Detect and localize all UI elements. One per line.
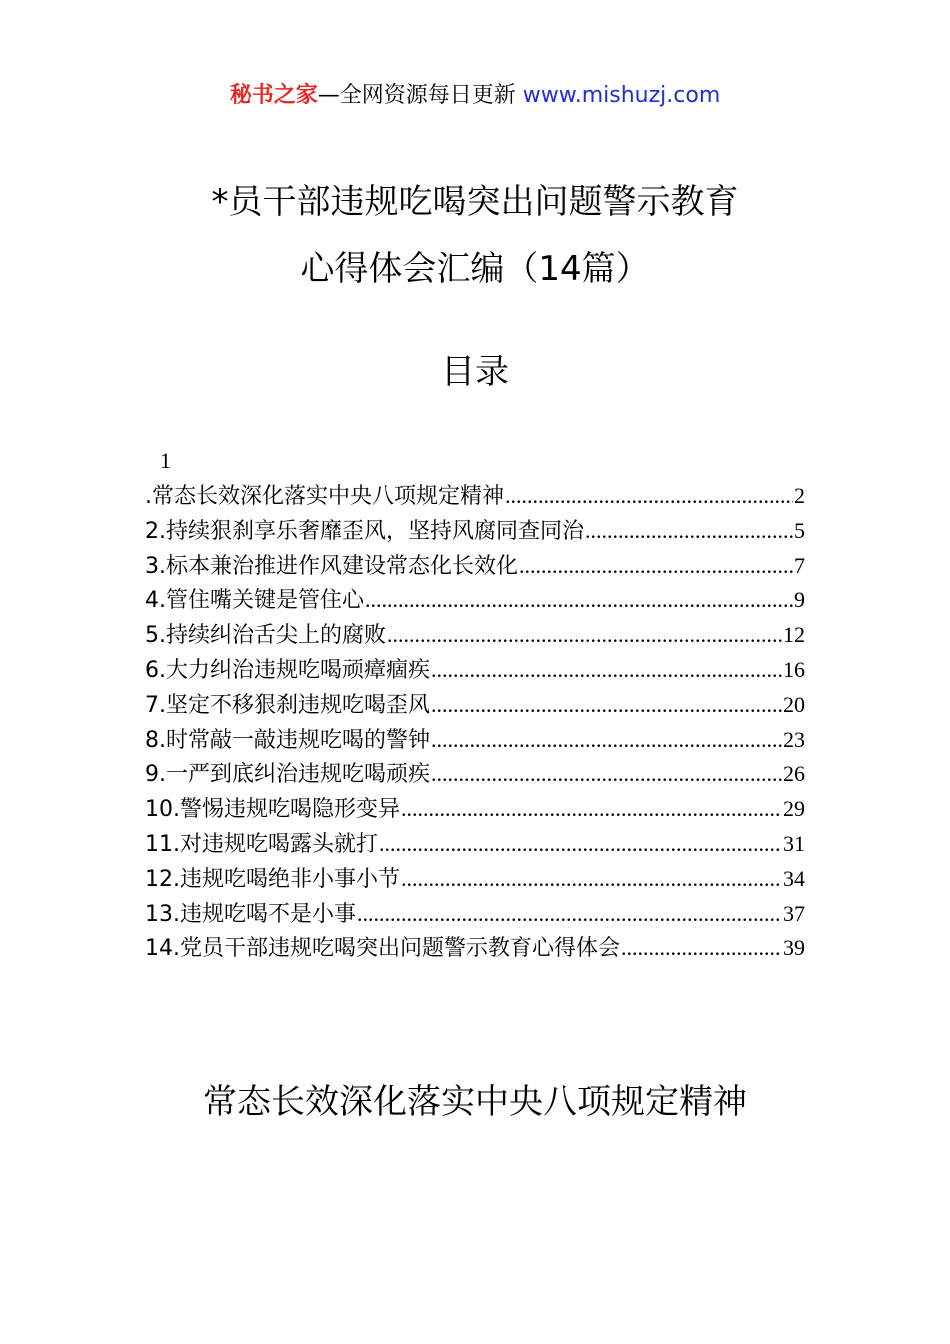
toc-entry-page: 23 (783, 726, 805, 752)
toc-entry-page: 37 (783, 900, 805, 926)
document-title-line-1: *员干部违规吃喝突出问题警示教育 (211, 182, 739, 222)
toc-entry-label: 7.坚定不移狠刹违规吃喝歪风 (145, 692, 430, 718)
toc-dot-leader (431, 654, 782, 686)
toc-dot-leader (401, 793, 782, 825)
toc-dot-leader (365, 584, 793, 616)
toc-entry-page: 5 (794, 517, 805, 543)
toc-entry-page: 12 (783, 622, 805, 648)
toc-dot-leader (585, 515, 793, 547)
toc-entry-page: 31 (783, 831, 805, 856)
toc-lead-number: 1 (160, 448, 171, 473)
toc-entry-page: 26 (783, 761, 805, 787)
toc-entry[interactable] (145, 863, 805, 895)
toc-dot-leader (505, 480, 793, 512)
section-title: 常态长效深化落实中央八项规定精神 (203, 1082, 747, 1122)
toc-entry[interactable] (145, 932, 805, 964)
toc-entry[interactable] (145, 898, 805, 930)
toc-dot-leader (357, 898, 782, 930)
toc-entry-label: 4.管住嘴关键是管住心 (145, 588, 364, 614)
toc-entry-page: 16 (783, 657, 805, 682)
toc-entry-label: 13.违规吃喝不是小事 (145, 901, 356, 927)
header-tagline: —全网资源每日更新 (317, 83, 523, 108)
toc-entry[interactable] (145, 584, 805, 616)
toc-entry-page: 7 (794, 552, 805, 578)
toc-entry-label: 2.持续狠刹享乐奢靡歪风，坚持风腐同查同治 (145, 518, 584, 544)
toc-dot-leader (519, 550, 793, 582)
toc-entry-label: 6.大力纠治违规吃喝顽瘴痼疾 (145, 658, 430, 683)
toc-entry[interactable] (145, 480, 805, 512)
toc-dot-leader (431, 724, 782, 756)
toc-heading: 目录 (441, 352, 509, 392)
toc-entry-label: 5.持续纠治舌尖上的腐败 (145, 623, 386, 649)
toc-dot-leader (621, 932, 782, 964)
toc-entry-page: 9 (794, 587, 805, 613)
document-title-line-2: 心得体会汇编（14篇） (300, 249, 650, 289)
toc-entry-label: 12.违规吃喝绝非小事小节 (145, 866, 400, 892)
toc-dot-leader (379, 828, 782, 860)
toc-entry[interactable] (145, 550, 805, 582)
toc-entry[interactable] (145, 689, 805, 721)
toc-entry-page: 20 (783, 691, 805, 717)
toc-entry-label: .常态长效深化落实中央八项规定精神 (145, 484, 504, 509)
toc-entry[interactable] (145, 724, 805, 756)
toc-entry-label: 10.警惕违规吃喝隐形变异 (145, 797, 400, 823)
toc-entry[interactable] (145, 828, 805, 860)
toc-entry[interactable] (145, 793, 805, 825)
toc-entry-label: 14.党员干部违规吃喝突出问题警示教育心得体会 (145, 936, 620, 962)
toc-entry-page: 39 (783, 935, 805, 961)
toc-dot-leader (387, 619, 782, 651)
toc-entry-page: 34 (783, 865, 805, 891)
toc-entry[interactable] (145, 758, 805, 790)
site-header (0, 80, 950, 112)
toc-dot-leader (431, 689, 782, 721)
toc-dot-leader (431, 758, 782, 790)
toc-entry-label: 3.标本兼治推进作风建设常态化长效化 (145, 553, 518, 579)
toc-entry-label: 8.时常敲一敲违规吃喝的警钟 (145, 727, 430, 753)
toc-entry[interactable] (145, 654, 805, 686)
brand-name: 秘书之家 (229, 83, 318, 108)
toc-entry[interactable] (145, 619, 805, 651)
toc-entry[interactable] (145, 515, 805, 547)
toc-entry-label: 11.对违规吃喝露头就打 (145, 832, 378, 857)
toc-dot-leader (401, 863, 782, 895)
site-url-link[interactable]: www.mishuzj.com (522, 83, 721, 108)
toc-entry-page: 2 (794, 483, 805, 508)
toc-entry-page: 29 (783, 796, 805, 822)
toc-entry-label: 9.一严到底纠治违规吃喝顽疾 (145, 762, 430, 788)
